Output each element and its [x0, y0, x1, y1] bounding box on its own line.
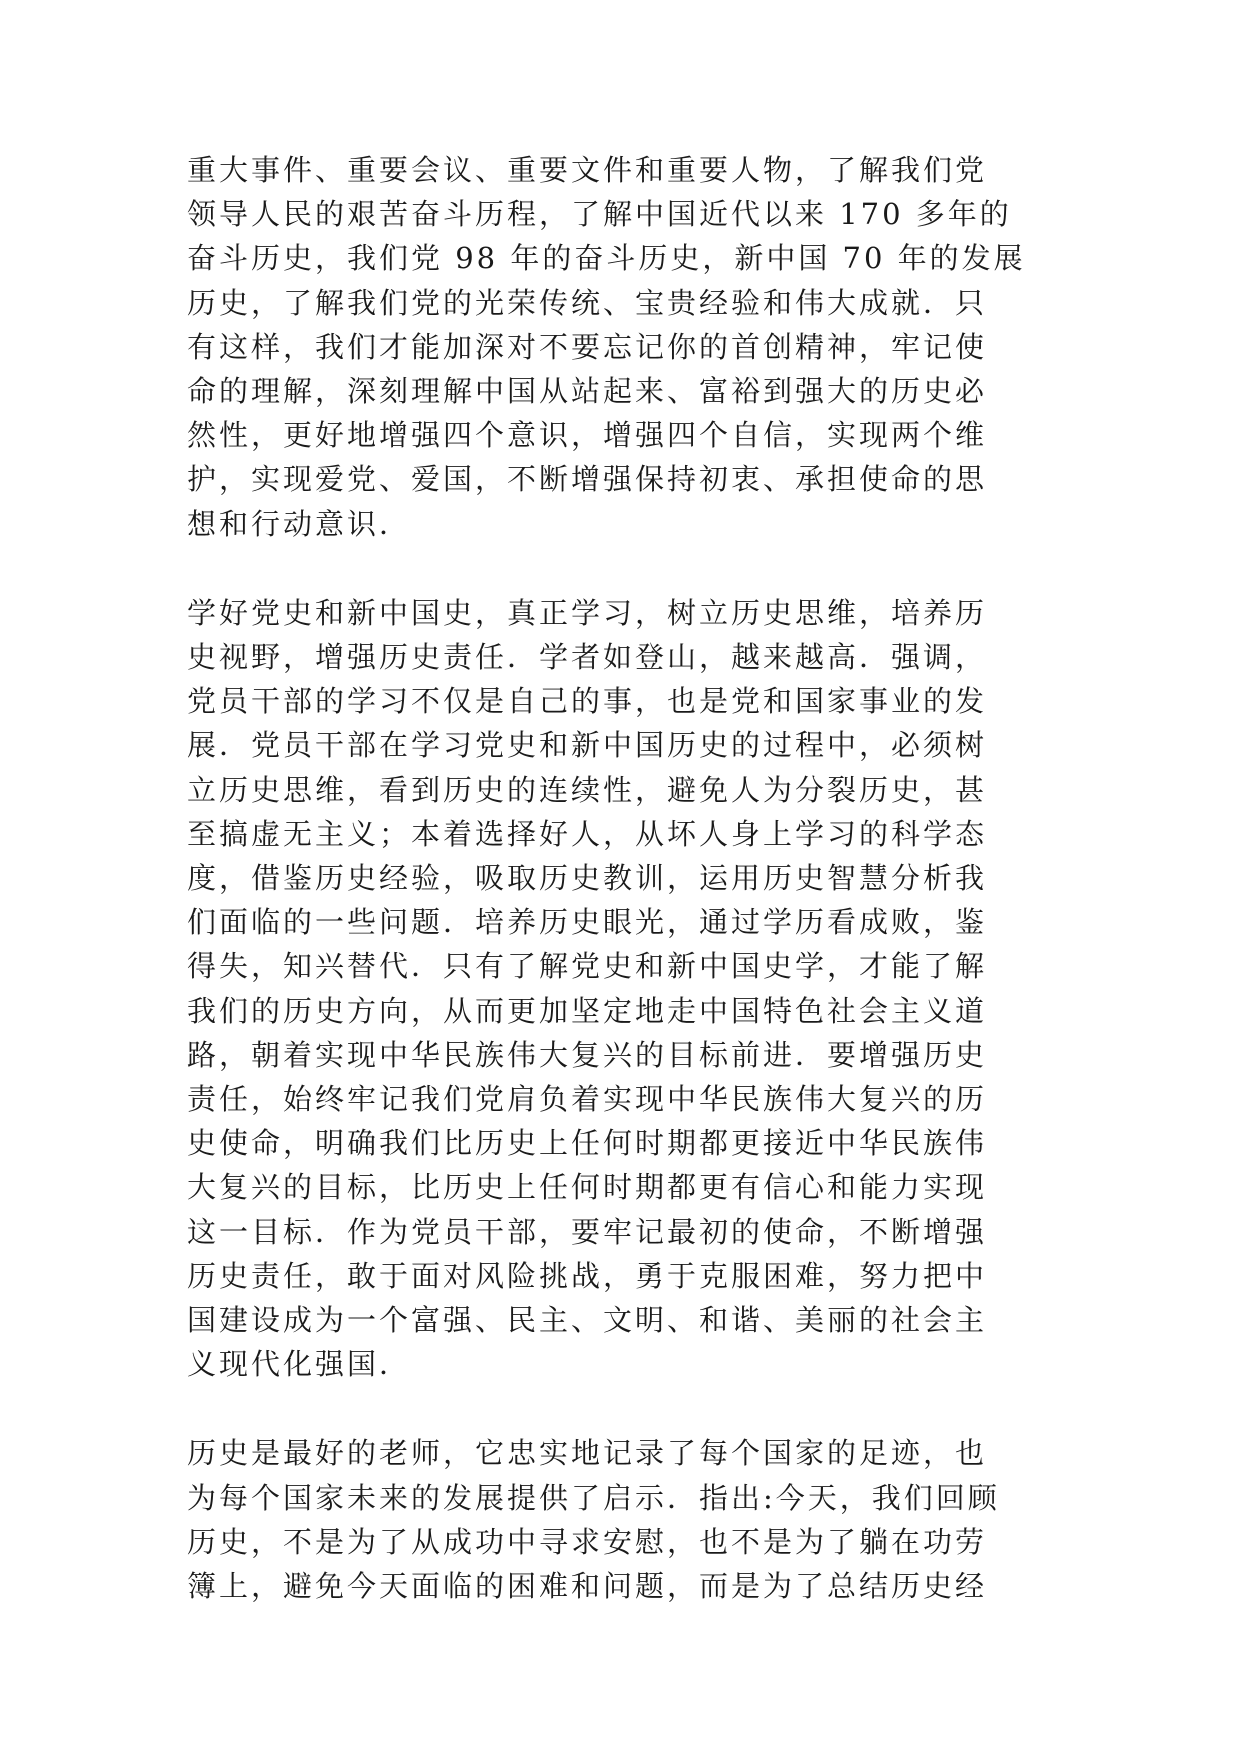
document-body — [187, 148, 1027, 1653]
paragraph-line: 领导人民的艰苦奋斗历程，了解中国近代以来 170 多年的 — [187, 197, 1012, 232]
paragraph-2 — [187, 591, 1027, 1387]
paragraph-line: 这一目标．作为党员干部，要牢记最初的使命，不断增强 — [187, 1214, 988, 1249]
paragraph-line: 史视野，增强历史责任．学者如登山，越来越高．强调， — [187, 640, 988, 675]
paragraph-line: 党员干部的学习不仅是自己的事，也是党和国家事业的发 — [187, 684, 988, 719]
paragraph-3 — [187, 1431, 1027, 1608]
paragraph-line: 国建设成为一个富强、民主、文明、和谐、美丽的社会主 — [187, 1303, 988, 1338]
paragraph-line: 历史是最好的老师，它忠实地记录了每个国家的足迹，也 — [187, 1436, 988, 1471]
paragraph-line: 奋斗历史，我们党 98 年的奋斗历史，新中国 70 年的发展 — [187, 241, 1026, 276]
paragraph-line: 史使命，明确我们比历史上任何时期都更接近中华民族伟 — [187, 1126, 988, 1161]
paragraph-line: 立历史思维，看到历史的连续性，避免人为分裂历史，甚 — [187, 772, 988, 807]
paragraph-line: 展．党员干部在学习党史和新中国历史的过程中，必须树 — [187, 728, 988, 763]
paragraph-line: 大复兴的目标，比历史上任何时期都更有信心和能力实现 — [187, 1170, 988, 1205]
paragraph-line: 命的理解，深刻理解中国从站起来、富裕到强大的历史必 — [187, 374, 988, 409]
paragraph-line: 们面临的一些问题．培养历史眼光，通过学历看成败，鉴 — [187, 905, 988, 940]
paragraph-line: 我们的历史方向，从而更加坚定地走中国特色社会主义道 — [187, 993, 988, 1028]
paragraph-line: 历史，不是为了从成功中寻求安慰，也不是为了躺在功劳 — [187, 1524, 988, 1559]
paragraph-line: 护，实现爱党、爱国，不断增强保持初衷、承担使命的思 — [187, 462, 988, 497]
paragraph-1 — [187, 148, 1027, 546]
paragraph-line: 至搞虚无主义；本着选择好人，从坏人身上学习的科学态 — [187, 816, 988, 851]
paragraph-line: 然性，更好地增强四个意识，增强四个自信，实现两个维 — [187, 418, 988, 453]
paragraph-line: 路，朝着实现中华民族伟大复兴的目标前进．要增强历史 — [187, 1037, 988, 1072]
paragraph-line: 学好党史和新中国史，真正学习，树立历史思维，培养历 — [187, 595, 988, 630]
paragraph-line: 为每个国家未来的发展提供了启示．指出:今天，我们回顾 — [187, 1480, 1000, 1515]
paragraph-line: 有这样，我们才能加深对不要忘记你的首创精神，牢记使 — [187, 329, 988, 364]
paragraph-line: 得失，知兴替代．只有了解党史和新中国史学，才能了解 — [187, 949, 988, 984]
paragraph-line: 重大事件、重要会议、重要文件和重要人物，了解我们党 — [187, 153, 988, 187]
paragraph-line: 历史，了解我们党的光荣传统、宝贵经验和伟大成就．只 — [187, 285, 988, 320]
paragraph-line: 历史责任，敢于面对风险挑战，勇于克服困难，努力把中 — [187, 1258, 988, 1293]
paragraph-line: 度，借鉴历史经验，吸取历史教训，运用历史智慧分析我 — [187, 861, 988, 896]
paragraph-line: 责任，始终牢记我们党肩负着实现中华民族伟大复兴的历 — [187, 1082, 988, 1117]
paragraph-line: 想和行动意识． — [187, 506, 412, 541]
paragraph-line: 簿上，避免今天面临的困难和问题，而是为了总结历史经 — [187, 1569, 988, 1604]
paragraph-line: 义现代化强国． — [187, 1347, 412, 1382]
